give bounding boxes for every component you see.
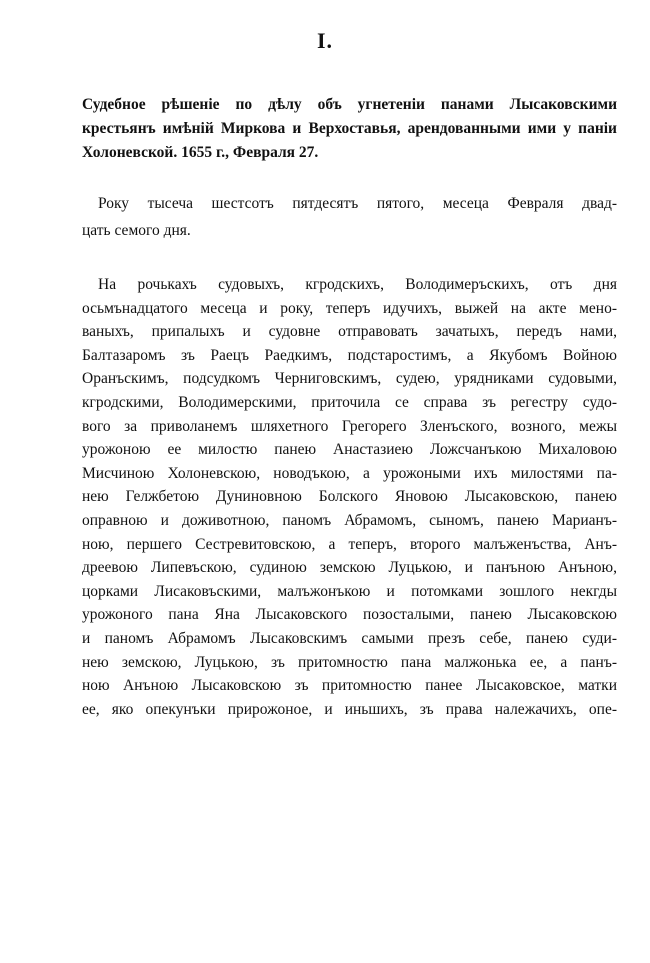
document-body [82, 273, 617, 721]
body-line: и паномъ Абрамомъ Лысаковскимъ самыми презъ себе, панею суди- [82, 629, 617, 647]
body-line: нею земскою, Луцькою, зъ притомностю пана малжонька ее, а панъ- [82, 653, 617, 671]
body-line: На рочькахъ судовыхъ, кгродскихъ, Володимеръскихъ, отъ дня [98, 276, 617, 293]
body-line: Мисчиною Холоневскою, новодъкою, а урожоными ихъ милостями па- [82, 464, 617, 482]
body-line: дреевою Липевъскою, судиною земскою Луцькою, и панъною Анъною, [82, 559, 617, 577]
body-line: урожоного пана Яна Лысаковского позосталыми, панею Лысаковскою [82, 606, 617, 624]
document-number: I. [316, 28, 334, 53]
heading-line: крестьянъ имѣній Миркова и Верхоставья, арендованными ими у паніи [82, 120, 617, 137]
document-dateline [82, 190, 617, 244]
body-line: вого за приволанемъ шляхетного Грегорего Зленъского, возного, межы [82, 417, 617, 435]
body-line: Балтазаромъ зъ Раецъ Раедкимъ, подстаростимъ, а Якубомъ Войною [82, 346, 617, 364]
body-line: кгродскими, Володимерскими, приточила се справа зъ регестру судо- [82, 393, 617, 411]
body-line: ною Анъною Лысаковскою зъ притомностю панее Лысаковское, матки [82, 677, 617, 695]
heading-line: Холоневской. 1655 г., Февраля 27. [82, 144, 319, 161]
body-line: ною, першего Сестревитовскою, а теперъ, второго малъженъства, Анъ- [82, 535, 617, 553]
body-line: Оранъскимъ, подсудкомъ Черниговскимъ, судею, урядниками судовыми, [82, 370, 617, 388]
body-line: осьмънадцатого месеца и року, теперъ идучихъ, выжей на акте мено- [82, 299, 617, 317]
body-line: урожоною ее милостю панею Анастазиею Ложсчанъкою Михаловою [82, 441, 617, 459]
body-line: нею Гелжбетою Дуниновною Болского Яновою Лысаковскою, панею [82, 488, 617, 506]
dateline-line: Року тысеча шестсотъ пятдесятъ пятого, месеца Февраля двад- [98, 195, 617, 212]
dateline-line: цать семого дня. [82, 222, 191, 239]
body-line: ее, яко опекунъки прирожоное, и иньшихъ, зъ права належачихъ, опе- [82, 700, 617, 718]
body-line: ваныхъ, припалыхъ и судовне отправовать зачатыхъ, передъ нами, [82, 323, 617, 341]
document-heading [82, 93, 617, 165]
body-line: оправною и доживотною, паномъ Абрамомъ, сыномъ, панею Марианъ- [82, 511, 617, 529]
body-line: цорками Лисаковъскими, малъжонъкою и потомками зошлого некгды [82, 582, 617, 600]
heading-line: Судебное рѣшеніе по дѣлу объ угнетеніи панами Лысаковскими [82, 96, 617, 113]
